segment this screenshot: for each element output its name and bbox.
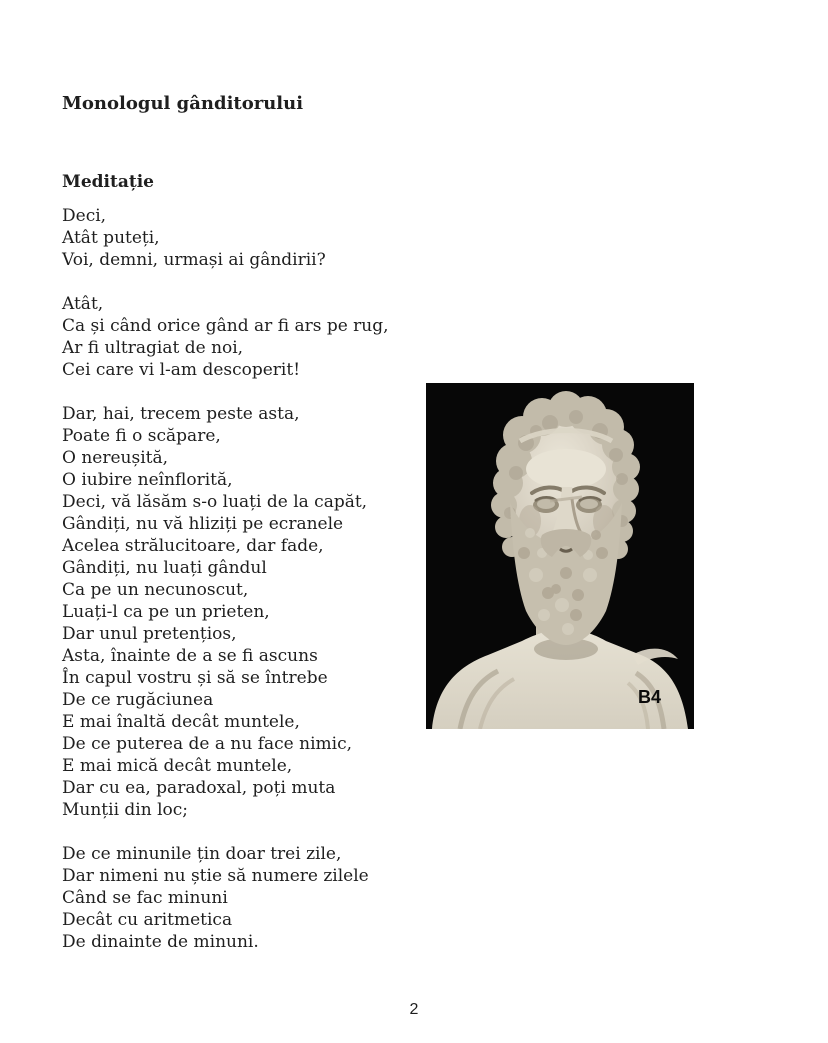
- poem-line: Ca pe un necunoscut,: [62, 580, 249, 600]
- poem-line: Când se fac minuni: [62, 888, 228, 908]
- poem-line: De ce minunile țin doar trei zile,: [62, 844, 342, 864]
- poem-line: E mai înaltă decât muntele,: [62, 712, 300, 732]
- bust-illustration: [426, 383, 694, 729]
- poem-line: De dinainte de minuni.: [62, 932, 259, 952]
- poem-line: Cei care vi l-am descoperit!: [62, 360, 301, 380]
- poem-line: Ca și când orice gând ar fi ars pe rug,: [62, 316, 389, 336]
- stanza-4: [62, 843, 422, 953]
- poem-line: De ce rugăciunea: [62, 690, 214, 710]
- poem-body: [62, 205, 422, 953]
- stanza-1: [62, 205, 422, 271]
- poem-line: Dar nimeni nu știe să numere zilele: [62, 866, 369, 886]
- figure-label-b4: B4: [638, 687, 662, 707]
- poem-line: Dar cu ea, paradoxal, poți muta: [62, 778, 336, 798]
- stanza-3: [62, 403, 422, 821]
- poem-line: E mai mică decât muntele,: [62, 756, 293, 776]
- poem-line: Dar, hai, trecem peste asta,: [62, 404, 300, 424]
- poem-line: Deci, vă lăsăm s-o luați de la capăt,: [62, 492, 368, 512]
- poem-line: Voi, demni, urmași ai gândirii?: [62, 250, 326, 270]
- philosopher-bust-image: [426, 383, 694, 729]
- poem-line: Poate fi o scăpare,: [62, 426, 221, 446]
- section-heading: Meditație: [62, 172, 154, 192]
- poem-line: Atât puteți,: [62, 228, 160, 248]
- poem-line: O nereușită,: [62, 448, 169, 468]
- poem-line: Gândiți, nu vă hliziți pe ecranele: [62, 514, 344, 534]
- poem-line: Atât,: [62, 294, 104, 314]
- poem-line: Munții din loc;: [62, 800, 189, 820]
- page-number: 2: [409, 1001, 419, 1018]
- poem-line: Deci,: [62, 206, 107, 226]
- poem-line: Ar fi ultragiat de noi,: [62, 338, 244, 358]
- poem-line: Gândiți, nu luați gândul: [62, 558, 267, 578]
- poem-line: Luați-l ca pe un prieten,: [62, 602, 270, 622]
- poem-line: În capul vostru și să se întrebe: [62, 668, 328, 688]
- poem-line: Decât cu aritmetica: [62, 910, 233, 930]
- poem-line: Acelea strălucitoare, dar fade,: [62, 536, 324, 556]
- poem-line: De ce puterea de a nu face nimic,: [62, 734, 352, 754]
- poem-line: Dar unul pretențios,: [62, 624, 237, 644]
- poem-title: Monologul gânditorului: [62, 93, 304, 114]
- poem-line: Asta, înainte de a se fi ascuns: [62, 646, 318, 666]
- stanza-2: [62, 293, 422, 381]
- poem-line: O iubire neînflorită,: [62, 470, 233, 490]
